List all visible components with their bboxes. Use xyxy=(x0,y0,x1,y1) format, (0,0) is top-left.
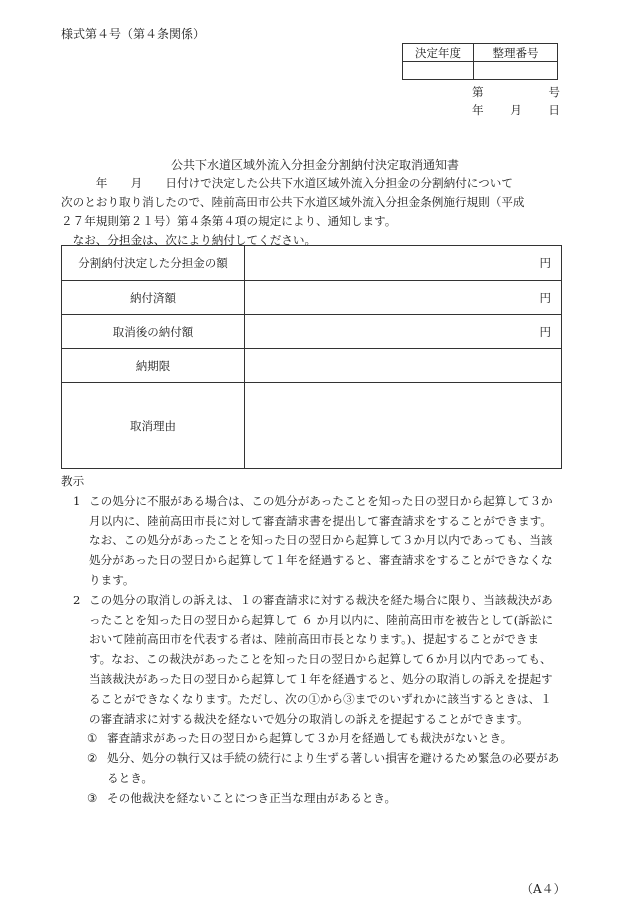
intro-line: 年 月 日付けで決定した公共下水道区域外流入分担金の分割納付について xyxy=(61,176,513,190)
item-text: この処分の取消しの訴えは、１の審査請求に対する裁決を経た場合に限り、当該裁決があったことを知った日の翌日から起算して ６ か月以内に、陸前高田市を被告として(訴訟において陸前高田市を代表する者は、陸前高田市長となります。)、提起することができます。なお、この裁決があったことを知った日の翌日から起算して６か月以内であっても、当該裁決があった日の翌日から起算して１年を経過すると、処分の取消しの訴えを提起することができなくなります。ただし、次の①から③までのいずれかに該当するときは、１の審査請求に対する裁決を経ないで処分の取消しの訴えを提起することができます。 xyxy=(89,592,554,726)
date-month: 月 xyxy=(510,103,522,117)
decision-year-cell[interactable] xyxy=(403,62,474,80)
document-title: 公共下水道区域外流入分担金分割納付決定取消通知書 xyxy=(170,158,459,172)
notice-item-2 xyxy=(61,591,561,730)
sub-item-number: ③ xyxy=(87,790,98,805)
reference-number-cell[interactable] xyxy=(474,62,558,80)
reference-number-label: 整理番号 xyxy=(474,44,558,62)
paid-amount-cell[interactable] xyxy=(245,281,562,315)
notice-sub-item xyxy=(61,749,561,789)
row-label-remaining-amount: 取消後の納付額 xyxy=(62,315,245,349)
date-day: 日 xyxy=(548,103,560,117)
paper-size-label: （A４） xyxy=(521,882,566,896)
installment-amount-cell[interactable] xyxy=(245,246,562,281)
remaining-amount-cell[interactable] xyxy=(245,315,562,349)
notice-heading: 教示 xyxy=(61,474,85,488)
form-number: 様式第４号（第４条関係） xyxy=(61,27,206,41)
date-year: 年 xyxy=(472,103,484,117)
document-number-prefix: 第 xyxy=(472,85,484,99)
item-number: 2 xyxy=(73,592,81,607)
sub-item-number: ① xyxy=(87,731,98,746)
row-label-paid-amount: 納付済額 xyxy=(62,281,245,315)
sub-item-text: その他裁決を経ないことにつき正当な理由があるとき。 xyxy=(107,790,397,805)
decision-year-label: 決定年度 xyxy=(403,44,474,62)
row-label-reason: 取消理由 xyxy=(62,383,245,469)
sub-item-text: 処分、処分の執行又は手続の続行により生ずる著しい損害を避けるため緊急の必要があるとき。 xyxy=(107,751,560,785)
intro-line: なお、分担金は、次により納付してください。 xyxy=(61,233,317,247)
sub-item-number: ② xyxy=(87,751,98,766)
document-date xyxy=(472,102,560,118)
intro-line: ２７年規則第２１号）第４条第４項の規定により、通知します。 xyxy=(61,214,397,228)
notice-sub-item xyxy=(61,789,561,809)
installment-table xyxy=(61,245,562,469)
row-label-due-date: 納期限 xyxy=(62,349,245,383)
yen-unit: 円 xyxy=(539,290,551,305)
row-label-installment-amount: 分割納付決定した分担金の額 xyxy=(62,246,245,281)
reason-cell[interactable] xyxy=(245,383,562,469)
sub-item-text: 審査請求があった日の翌日から起算して３か月を経過しても裁決がないとき。 xyxy=(107,731,513,746)
notice-sub-item xyxy=(61,729,561,749)
document-number xyxy=(472,84,560,100)
yen-unit: 円 xyxy=(539,324,551,339)
due-date-cell[interactable] xyxy=(245,349,562,383)
document-number-suffix: 号 xyxy=(548,85,560,99)
yen-unit: 円 xyxy=(539,256,551,270)
notice-item-1 xyxy=(61,492,561,591)
intro-line: 次のとおり取り消したので、陸前高田市公共下水道区域外流入分担金条例施行規則（平成 xyxy=(61,195,525,209)
appeal-notice xyxy=(61,472,561,809)
item-number: 1 xyxy=(73,493,81,508)
intro-paragraph xyxy=(61,174,561,250)
decision-year-number-box xyxy=(402,43,558,80)
item-text: この処分に不服がある場合は、この処分があったことを知った日の翌日から起算して３か月以内に、陸前高田市長に対して審査請求書を提出して審査請求をすることができます。なお、この処分があったことを知った日の翌日から起算して３か月以内であっても、当該処分があった日の翌日から起算して１年を経過すると、審査請求をすることができなくなります。 xyxy=(89,493,553,587)
